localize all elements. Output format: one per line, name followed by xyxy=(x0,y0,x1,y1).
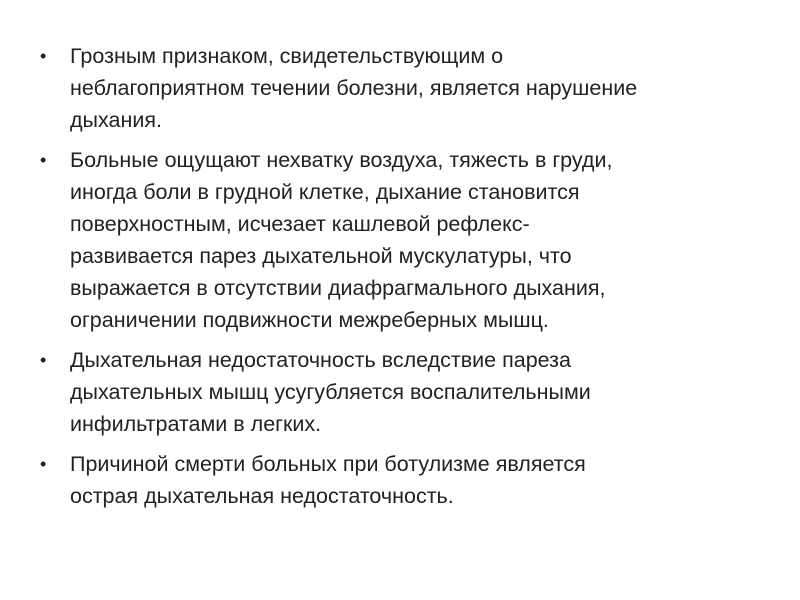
bullet-dot-icon: • xyxy=(40,350,47,370)
bullet-text-line: Грозным признаком, свидетельствующим о xyxy=(70,44,504,68)
bullet-item-3 xyxy=(37,344,737,440)
bullet-dot-icon: • xyxy=(40,46,47,66)
bullet-text-line: Дыхательная недостаточность вследствие пареза xyxy=(70,348,571,372)
bullet-text-line: дыхательных мышц усугубляется воспалительными xyxy=(70,380,591,404)
bullet-item-4 xyxy=(37,448,737,512)
bullet-item-2 xyxy=(37,144,737,336)
bullet-item-1 xyxy=(37,40,737,136)
bullet-dot-icon: • xyxy=(40,454,47,474)
bullet-text-line: развивается парез дыхательной мускулатуры, что xyxy=(70,244,572,268)
bullet-text-line: ограничении подвижности межреберных мышц. xyxy=(70,308,549,332)
bullet-text-line: неблагоприятном течении болезни, является нарушение xyxy=(70,76,638,100)
bullet-text-line: выражается в отсутствии диафрагмального дыхания, xyxy=(70,276,606,300)
bullet-text-line: поверхностным, исчезает кашлевой рефлекс- xyxy=(70,212,530,236)
bullet-text-line: иногда боли в грудной клетке, дыхание становится xyxy=(70,180,580,204)
bullet-text-line: дыхания. xyxy=(70,108,162,132)
bullet-dot-icon: • xyxy=(40,150,47,170)
bullet-text-line: Больные ощущают нехватку воздуха, тяжесть в груди, xyxy=(70,148,613,172)
bullet-list xyxy=(37,40,737,520)
bullet-text-line: инфильтратами в легких. xyxy=(70,412,322,436)
bullet-text-line: острая дыхательная недостаточность. xyxy=(70,484,454,508)
bullet-text-line: Причиной смерти больных при ботулизме является xyxy=(70,452,586,476)
